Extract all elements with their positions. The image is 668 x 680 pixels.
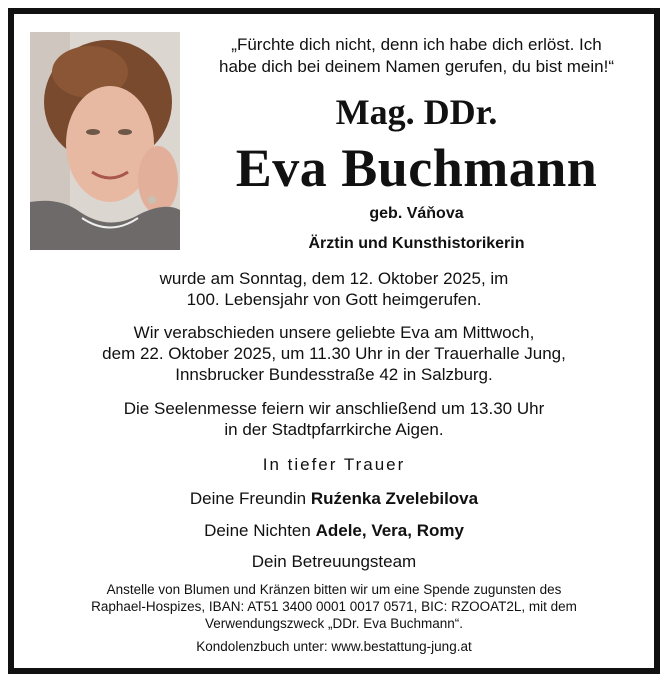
quote-line: habe dich bei deinem Namen gerufen, du bist mein!“ xyxy=(218,57,614,76)
mourner-names: Ruźenka Zvelebilova xyxy=(310,489,479,508)
farewell-info xyxy=(14,322,654,385)
birth-name: geb. Váňova xyxy=(369,205,464,222)
mourner-relation: Deine Nichten xyxy=(204,521,316,540)
bible-quote xyxy=(189,34,644,78)
profession: Ärztin und Kunsthistorikerin xyxy=(308,235,525,252)
text-line: in der Stadtpfarrkirche Aigen. xyxy=(224,420,444,439)
text-line: dem 22. Oktober 2025, um 11.30 Uhr in der Trauerhalle Jung, xyxy=(102,344,566,363)
quote-line: „Fürchte dich nicht, denn ich habe dich erlöst. Ich xyxy=(231,35,602,54)
note-line: Raphael-Hospizes, IBAN: AT51 3400 0001 0017 0571, BIC: RZOOAT2L, mit dem xyxy=(91,599,577,614)
text-line: wurde am Sonntag, dem 12. Oktober 2025, im xyxy=(159,269,509,288)
mourner-line xyxy=(14,520,654,541)
mourning-heading: In tiefer Trauer xyxy=(262,455,406,474)
text-line: Innsbrucker Bundesstraße 42 in Salzburg. xyxy=(175,365,493,384)
mourner-line xyxy=(14,488,654,509)
mourner-relation: Dein Betreuungsteam xyxy=(251,552,417,571)
text-line: 100. Lebensjahr von Gott heimgerufen. xyxy=(186,290,482,309)
portrait-image xyxy=(30,32,180,250)
note-line: Verwendungszweck „DDr. Eva Buchmann“. xyxy=(204,616,464,631)
note-line: Anstelle von Blumen und Kränzen bitten wir um eine Spende zugunsten des xyxy=(106,582,562,597)
deceased-name: Eva Buchmann xyxy=(235,138,598,198)
mourner-line xyxy=(14,551,654,572)
condolence-link: Kondolenzbuch unter: www.bestattung-jung.at xyxy=(196,639,472,654)
donation-note xyxy=(14,581,654,632)
text-line: Wir verabschieden unsere geliebte Eva am Mittwoch, xyxy=(133,323,535,342)
obituary-card xyxy=(8,8,660,674)
mass-info xyxy=(14,398,654,440)
mourner-names: Adele, Vera, Romy xyxy=(315,521,464,540)
text-line: Die Seelenmesse feiern wir anschließend um 13.30 Uhr xyxy=(123,399,545,418)
academic-title: Mag. DDr. xyxy=(335,92,498,132)
portrait-photo xyxy=(30,32,180,250)
mourner-relation: Deine Freundin xyxy=(189,489,311,508)
death-notice xyxy=(14,268,654,310)
